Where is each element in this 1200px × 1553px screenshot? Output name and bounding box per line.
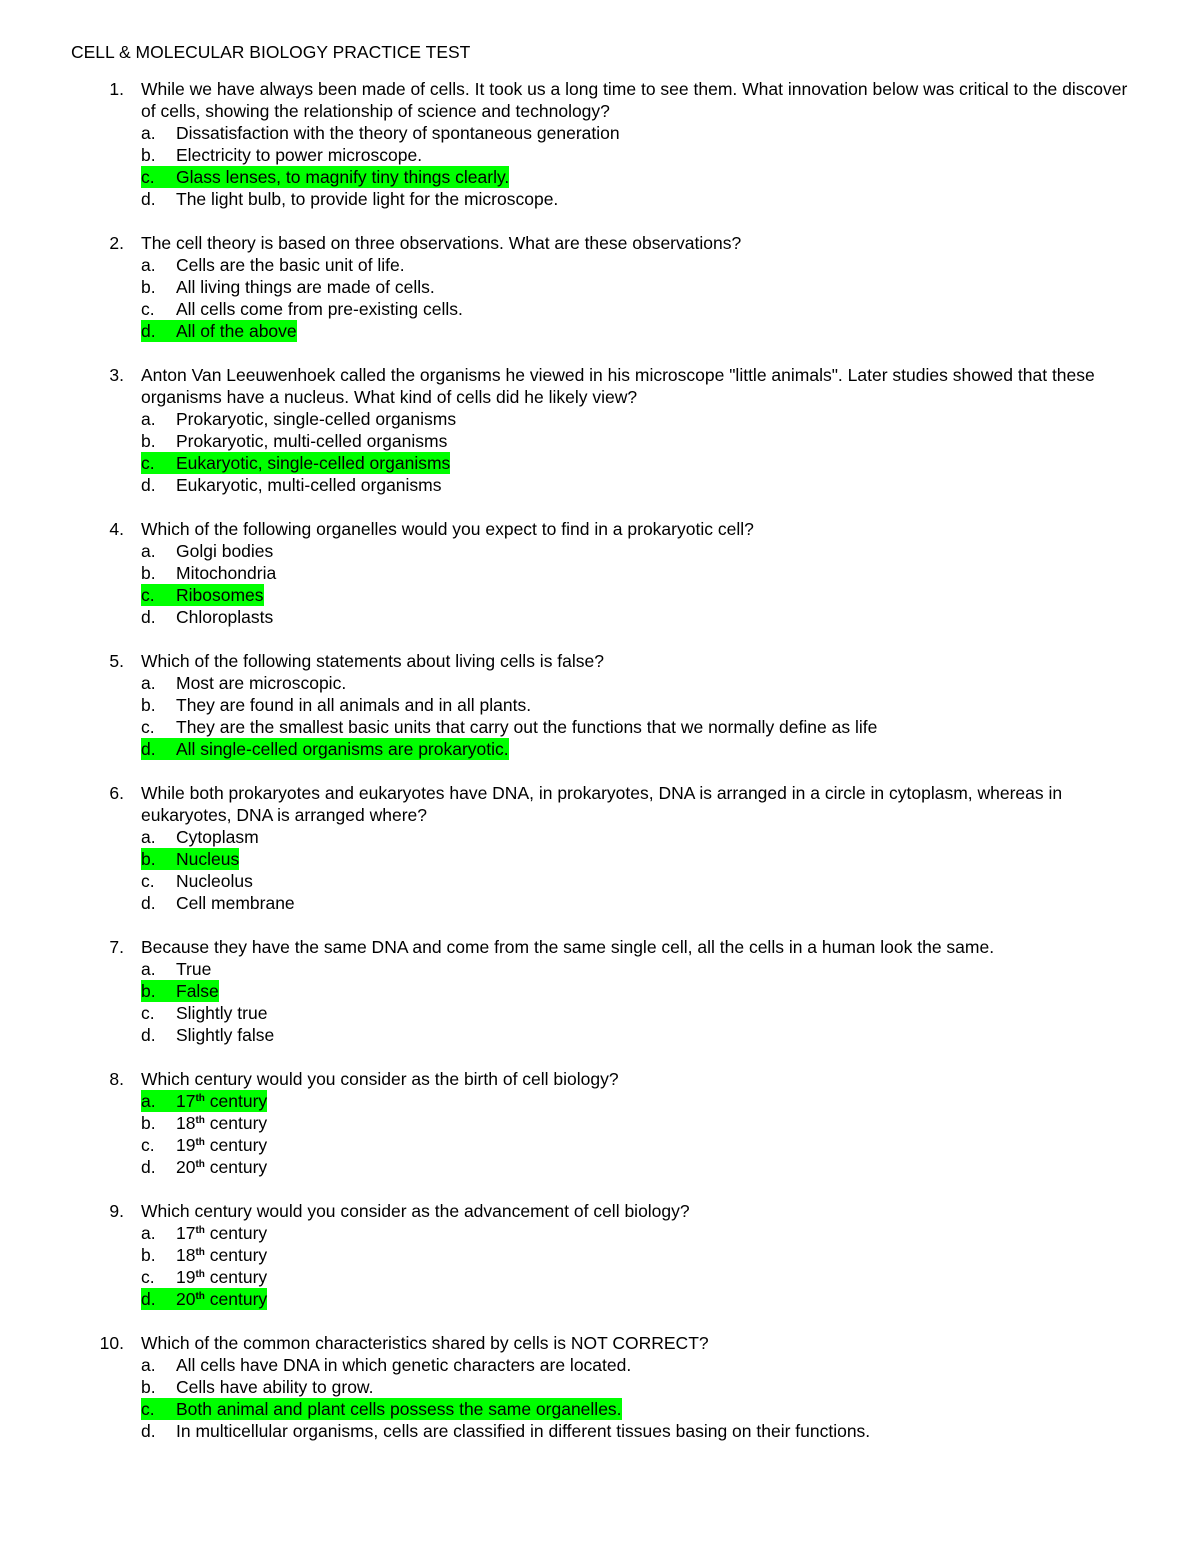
answer-option: [141, 122, 1131, 144]
answer-option: [141, 1354, 1131, 1376]
century-word: century: [204, 1289, 268, 1309]
option-letter: c.: [141, 167, 155, 187]
answer-content: [141, 562, 276, 584]
answer-content: [141, 1354, 631, 1376]
answer-option: [141, 1002, 1131, 1024]
option-text: They are found in all animals and in all plants.: [176, 695, 532, 715]
answer-content: [141, 1134, 267, 1156]
option-letter: b.: [141, 849, 156, 869]
century-word: century: [204, 1223, 268, 1243]
answer-highlight: [141, 1090, 267, 1112]
option-text: Electricity to power microscope.: [176, 145, 423, 165]
century-word: century: [204, 1091, 268, 1111]
option-letter: d.: [141, 1025, 156, 1045]
option-text: The light bulb, to provide light for the microscope.: [176, 189, 559, 209]
option-letter: d.: [141, 1421, 156, 1441]
answer-content: [141, 474, 442, 496]
answer-option-correct: [141, 738, 1131, 760]
option-letter: c.: [141, 299, 155, 319]
option-text: Both animal and plant cells possess the same organelles.: [176, 1399, 622, 1419]
option-letter: d.: [141, 321, 156, 341]
answer-highlight: [141, 1288, 267, 1310]
question-number: 9.: [109, 1201, 124, 1221]
question-text: Because they have the same DNA and come from the same single cell, all the cells in a human look the same.: [141, 937, 995, 957]
answer-option: [141, 606, 1131, 628]
answer-option: [141, 892, 1131, 914]
answer-option: [141, 958, 1131, 980]
answer-options: [141, 826, 1131, 914]
answer-content: [141, 1024, 274, 1046]
answer-option: [141, 1156, 1131, 1178]
option-text: Cell membrane: [176, 893, 295, 913]
option-text: Eukaryotic, multi-celled organisms: [176, 475, 442, 495]
option-text: They are the smallest basic units that carry out the functions that we normally define as life: [176, 717, 878, 737]
question-text: Which century would you consider as the birth of cell biology?: [141, 1069, 619, 1089]
option-text: All cells come from pre-existing cells.: [176, 299, 463, 319]
answer-options: [141, 1090, 1131, 1178]
option-text: Cells are the basic unit of life.: [176, 255, 405, 275]
century-number: 20: [176, 1157, 196, 1177]
answer-option: [141, 1134, 1131, 1156]
answer-content: [141, 276, 435, 298]
option-letter: d.: [141, 893, 156, 913]
answer-option-correct: [141, 980, 1131, 1002]
question-number: 5.: [109, 651, 124, 671]
option-letter: b.: [141, 1377, 156, 1397]
answer-options: [141, 540, 1131, 628]
answer-option: [141, 672, 1131, 694]
answer-option: [141, 408, 1131, 430]
answer-content: [141, 1222, 267, 1244]
option-letter: d.: [141, 1157, 156, 1177]
question-number: 6.: [109, 783, 124, 803]
answer-content: [141, 958, 211, 980]
answer-content: [141, 144, 422, 166]
century-number: 18: [176, 1113, 196, 1133]
ordinal-suffix: th: [195, 1269, 205, 1280]
option-text: False: [176, 981, 219, 1001]
question-number: 1.: [109, 79, 124, 99]
century-number: 19: [176, 1135, 196, 1155]
option-letter: a.: [141, 1223, 156, 1243]
question-number: 7.: [109, 937, 124, 957]
answer-content: [141, 1376, 373, 1398]
answer-option: [141, 1420, 1131, 1442]
option-letter: c.: [141, 1135, 155, 1155]
option-text: Nucleus: [176, 849, 240, 869]
answer-content: [141, 694, 531, 716]
answer-option-correct: [141, 320, 1131, 342]
question-text: Which of the following organelles would you expect to find in a prokaryotic cell?: [141, 519, 754, 539]
option-letter: a.: [141, 541, 156, 561]
option-letter: c.: [141, 585, 155, 605]
option-letter: d.: [141, 1289, 156, 1309]
answer-option: [141, 430, 1131, 452]
century-word: century: [204, 1135, 268, 1155]
answer-content: [141, 298, 463, 320]
answer-options: [141, 672, 1131, 760]
option-letter: c.: [141, 717, 155, 737]
answer-options: [141, 408, 1131, 496]
option-text: In multicellular organisms, cells are classified in different tissues basing on their functions.: [176, 1421, 871, 1441]
answer-content: [141, 892, 295, 914]
answer-option: [141, 1222, 1131, 1244]
option-letter: c.: [141, 453, 155, 473]
option-letter: a.: [141, 673, 156, 693]
option-letter: a.: [141, 409, 156, 429]
question-text: Which of the following statements about living cells is false?: [141, 651, 605, 671]
answer-options: [141, 254, 1131, 342]
question-2: [71, 232, 1131, 342]
century-word: century: [204, 1267, 268, 1287]
option-text: Slightly true: [176, 1003, 268, 1023]
ordinal-suffix: th: [195, 1093, 205, 1104]
option-letter: b.: [141, 1113, 156, 1133]
option-text: Cells have ability to grow.: [176, 1377, 374, 1397]
ordinal-suffix: th: [195, 1137, 205, 1148]
option-letter: a.: [141, 1355, 156, 1375]
option-letter: a.: [141, 123, 156, 143]
answer-option-correct: [141, 166, 1131, 188]
answer-option: [141, 562, 1131, 584]
century-number: 17: [176, 1091, 196, 1111]
answer-option: [141, 694, 1131, 716]
answer-content: [141, 826, 259, 848]
document-title: CELL & MOLECULAR BIOLOGY PRACTICE TEST: [71, 42, 471, 62]
answer-option: [141, 870, 1131, 892]
question-text: While both prokaryotes and eukaryotes have DNA, in prokaryotes, DNA is arranged in a circle in cytoplasm, whereas in eukaryotes, DNA is arranged where?: [141, 783, 1063, 825]
answer-option: [141, 1266, 1131, 1288]
answer-option-correct: [141, 1090, 1131, 1112]
question-text: The cell theory is based on three observations. What are these observations?: [141, 233, 742, 253]
answer-options: [141, 958, 1131, 1046]
answer-highlight: [141, 848, 239, 870]
answer-option-correct: [141, 584, 1131, 606]
answer-content: [141, 870, 253, 892]
option-text: Cytoplasm: [176, 827, 259, 847]
question-4: [71, 518, 1131, 628]
question-number: 8.: [109, 1069, 124, 1089]
option-letter: b.: [141, 563, 156, 583]
option-text: Nucleolus: [176, 871, 253, 891]
ordinal-suffix: th: [195, 1247, 205, 1258]
answer-content: [141, 1002, 267, 1024]
option-letter: b.: [141, 431, 156, 451]
option-letter: a.: [141, 959, 156, 979]
question-list: [71, 78, 1131, 1442]
answer-highlight: [141, 320, 297, 342]
answer-content: [141, 606, 273, 628]
option-letter: b.: [141, 1245, 156, 1265]
option-letter: b.: [141, 695, 156, 715]
answer-option: [141, 144, 1131, 166]
ordinal-suffix: th: [195, 1291, 205, 1302]
option-text: Mitochondria: [176, 563, 277, 583]
option-letter: c.: [141, 1267, 155, 1287]
question-6: [71, 782, 1131, 914]
answer-content: [141, 1266, 267, 1288]
option-letter: d.: [141, 475, 156, 495]
answer-options: [141, 122, 1131, 210]
answer-option: [141, 716, 1131, 738]
option-text: Slightly false: [176, 1025, 275, 1045]
option-letter: b.: [141, 145, 156, 165]
option-letter: d.: [141, 739, 156, 759]
answer-highlight: [141, 980, 219, 1002]
option-text: Glass lenses, to magnify tiny things clearly.: [176, 167, 510, 187]
answer-option-correct: [141, 848, 1131, 870]
answer-content: [141, 430, 447, 452]
option-text: Dissatisfaction with the theory of spontaneous generation: [176, 123, 620, 143]
question-number: 2.: [109, 233, 124, 253]
answer-options: [141, 1222, 1131, 1310]
question-text: Which of the common characteristics shared by cells is NOT CORRECT?: [141, 1333, 709, 1353]
century-number: 20: [176, 1289, 196, 1309]
option-text: All of the above: [176, 321, 297, 341]
answer-content: [141, 1156, 267, 1178]
question-8: [71, 1068, 1131, 1178]
answer-option-correct: [141, 1288, 1131, 1310]
option-text: Prokaryotic, multi-celled organisms: [176, 431, 448, 451]
ordinal-suffix: th: [195, 1225, 205, 1236]
answer-content: [141, 122, 620, 144]
answer-content: [141, 188, 558, 210]
question-1: [71, 78, 1131, 210]
answer-content: [141, 1112, 267, 1134]
option-text: True: [176, 959, 212, 979]
option-text: Most are microscopic.: [176, 673, 347, 693]
ordinal-suffix: th: [195, 1159, 205, 1170]
answer-highlight: [141, 1398, 622, 1420]
answer-option: [141, 254, 1131, 276]
option-letter: c.: [141, 1399, 155, 1419]
answer-highlight: [141, 452, 450, 474]
answer-options: [141, 1354, 1131, 1442]
option-text: All living things are made of cells.: [176, 277, 435, 297]
option-letter: d.: [141, 189, 156, 209]
option-letter: a.: [141, 1091, 156, 1111]
answer-option-correct: [141, 452, 1131, 474]
answer-content: [141, 1244, 267, 1266]
option-text: Chloroplasts: [176, 607, 274, 627]
answer-content: [141, 716, 877, 738]
answer-option: [141, 276, 1131, 298]
answer-option: [141, 1244, 1131, 1266]
option-text: Ribosomes: [176, 585, 264, 605]
document-page: [71, 41, 1131, 1464]
question-10: [71, 1332, 1131, 1442]
question-text: Anton Van Leeuwenhoek called the organisms he viewed in his microscope "little animals". Later studies showed that these organisms have a nucleus. What kind of cells did he likely view?: [141, 365, 1095, 407]
question-3: [71, 364, 1131, 496]
option-letter: c.: [141, 871, 155, 891]
answer-option: [141, 188, 1131, 210]
answer-option: [141, 1376, 1131, 1398]
option-text: Golgi bodies: [176, 541, 274, 561]
answer-option: [141, 540, 1131, 562]
answer-content: [141, 672, 346, 694]
answer-highlight: [141, 584, 264, 606]
option-text: Prokaryotic, single-celled organisms: [176, 409, 457, 429]
question-9: [71, 1200, 1131, 1310]
century-word: century: [204, 1113, 268, 1133]
answer-content: [141, 1420, 870, 1442]
answer-option: [141, 1112, 1131, 1134]
question-number: 3.: [109, 365, 124, 385]
option-text: Eukaryotic, single-celled organisms: [176, 453, 451, 473]
century-number: 18: [176, 1245, 196, 1265]
century-word: century: [204, 1157, 268, 1177]
answer-content: [141, 408, 456, 430]
answer-option: [141, 474, 1131, 496]
answer-content: [141, 540, 273, 562]
answer-option: [141, 1024, 1131, 1046]
century-word: century: [204, 1245, 268, 1265]
option-letter: d.: [141, 607, 156, 627]
answer-option: [141, 298, 1131, 320]
question-7: [71, 936, 1131, 1046]
ordinal-suffix: th: [195, 1115, 205, 1126]
century-number: 19: [176, 1267, 196, 1287]
question-5: [71, 650, 1131, 760]
answer-content: [141, 254, 405, 276]
question-text: Which century would you consider as the advancement of cell biology?: [141, 1201, 690, 1221]
option-letter: c.: [141, 1003, 155, 1023]
option-text: All single-celled organisms are prokaryotic.: [176, 739, 509, 759]
answer-highlight: [141, 738, 509, 760]
option-letter: b.: [141, 981, 156, 1001]
option-letter: a.: [141, 255, 156, 275]
option-letter: b.: [141, 277, 156, 297]
answer-highlight: [141, 166, 509, 188]
question-number: 4.: [109, 519, 124, 539]
answer-option-correct: [141, 1398, 1131, 1420]
option-text: All cells have DNA in which genetic characters are located.: [176, 1355, 632, 1375]
question-text: While we have always been made of cells. It took us a long time to see them. What innovation below was critical to the discover of cells, showing the relationship of science and technology?: [141, 79, 1128, 121]
answer-option: [141, 826, 1131, 848]
question-number: 10.: [99, 1333, 124, 1353]
century-number: 17: [176, 1223, 196, 1243]
option-letter: a.: [141, 827, 156, 847]
